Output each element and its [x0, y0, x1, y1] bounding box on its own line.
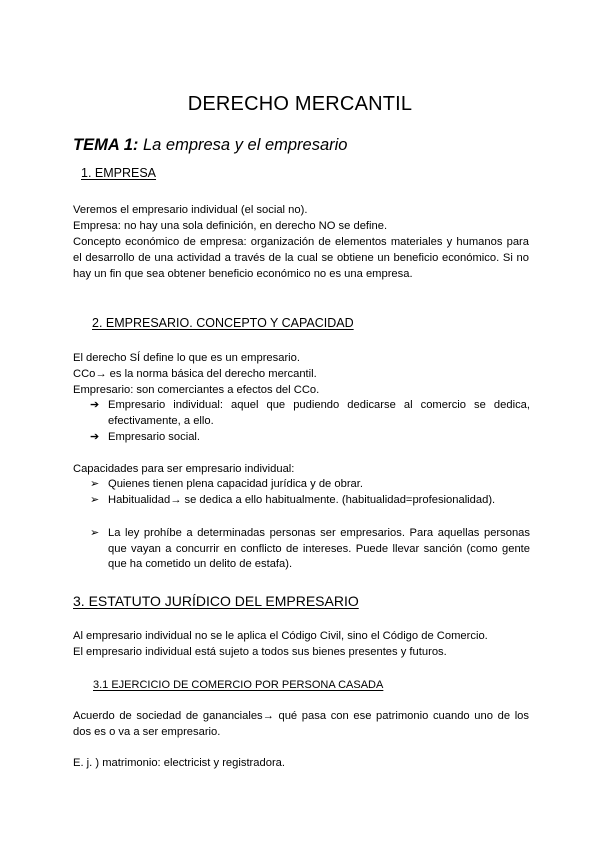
cap-bullet-text: Habitualidad→ se dedica a ello habitualmente. (habitualidad=profesionalidad). [108, 494, 496, 506]
arrow-bullet-text: Empresario individual: aquel que pudiendo dedicarse al comercio se dedica, efectivamente, a ello. [108, 399, 530, 427]
arrow-bullet-text: Empresario social. [108, 431, 201, 443]
cap-bullet-text: Quienes tienen plena capacidad jurídica y de obrar. [108, 478, 363, 490]
cap-bullet-text: La ley prohíbe a determinadas personas ser empresarios. Para aquellas personas que vayan a concurrir en conflicto de intereses. Puede llevar sanción (como gente que ha cometido un delito de estafa). [108, 527, 530, 570]
s2-line-2: CCo→ es la norma básica del derecho mercantil. [73, 368, 317, 380]
section-3-heading: 3. ESTATUTO JURÍDICO DEL EMPRESARIO [73, 593, 359, 609]
tema-heading [73, 136, 348, 155]
triangle-bullet-icon: ➢ [90, 478, 100, 490]
s3-line-1: Al empresario individual no se le aplica el Código Civil, sino el Código de Comercio. [73, 630, 488, 642]
tema-label: TEMA 1: [73, 136, 139, 154]
triangle-bullet-icon: ➢ [90, 494, 100, 506]
arrow-bullet-1 [90, 398, 530, 429]
subsection-3-1-heading: 3.1 EJERCICIO DE COMERCIO POR PERSONA CASADA [93, 679, 384, 691]
arrow-bullet-icon: ➔ [90, 399, 100, 411]
s3-line-2: El empresario individual está sujeto a todos sus bienes presentes y futuros. [73, 646, 447, 658]
s1-line-1: Veremos el empresario individual (el social no). [73, 204, 308, 216]
document-title: DERECHO MERCANTIL [187, 93, 413, 115]
s2-line-1: El derecho SÍ define lo que es un empresario. [73, 352, 300, 364]
s3-1-example: E. j. ) matrimonio: electricist y registradora. [73, 757, 285, 769]
arrow-bullet-icon: ➔ [90, 431, 100, 443]
s1-line-2: Empresa: no hay una sola definición, en derecho NO se define. [73, 220, 388, 232]
arrow-bullet-2 [90, 430, 530, 446]
cap-bullet-2 [90, 493, 530, 509]
cap-bullet-1 [90, 477, 530, 493]
capacidades-intro: Capacidades para ser empresario individual: [73, 463, 295, 475]
section-1-heading: 1. EMPRESA [81, 166, 157, 180]
s3-1-paragraph: Acuerdo de sociedad de gananciales→ qué pasa con ese patrimonio cuando uno de los dos es o va a ser empresario. [73, 710, 529, 738]
cap-bullet-3 [90, 526, 530, 573]
tema-title: La empresa y el empresario [138, 136, 348, 154]
triangle-bullet-icon: ➢ [90, 527, 100, 539]
s2-line-3: Empresario: son comerciantes a efectos del CCo. [73, 384, 320, 396]
section-2-heading: 2. EMPRESARIO. CONCEPTO Y CAPACIDAD [92, 316, 354, 330]
s1-paragraph: Concepto económico de empresa: organización de elementos materiales y humanos para el desarrollo de una actividad a través de la cual se obtiene un beneficio económico. Si no hay un fin que sea obtener beneficio económico no es una empresa. [73, 236, 529, 280]
